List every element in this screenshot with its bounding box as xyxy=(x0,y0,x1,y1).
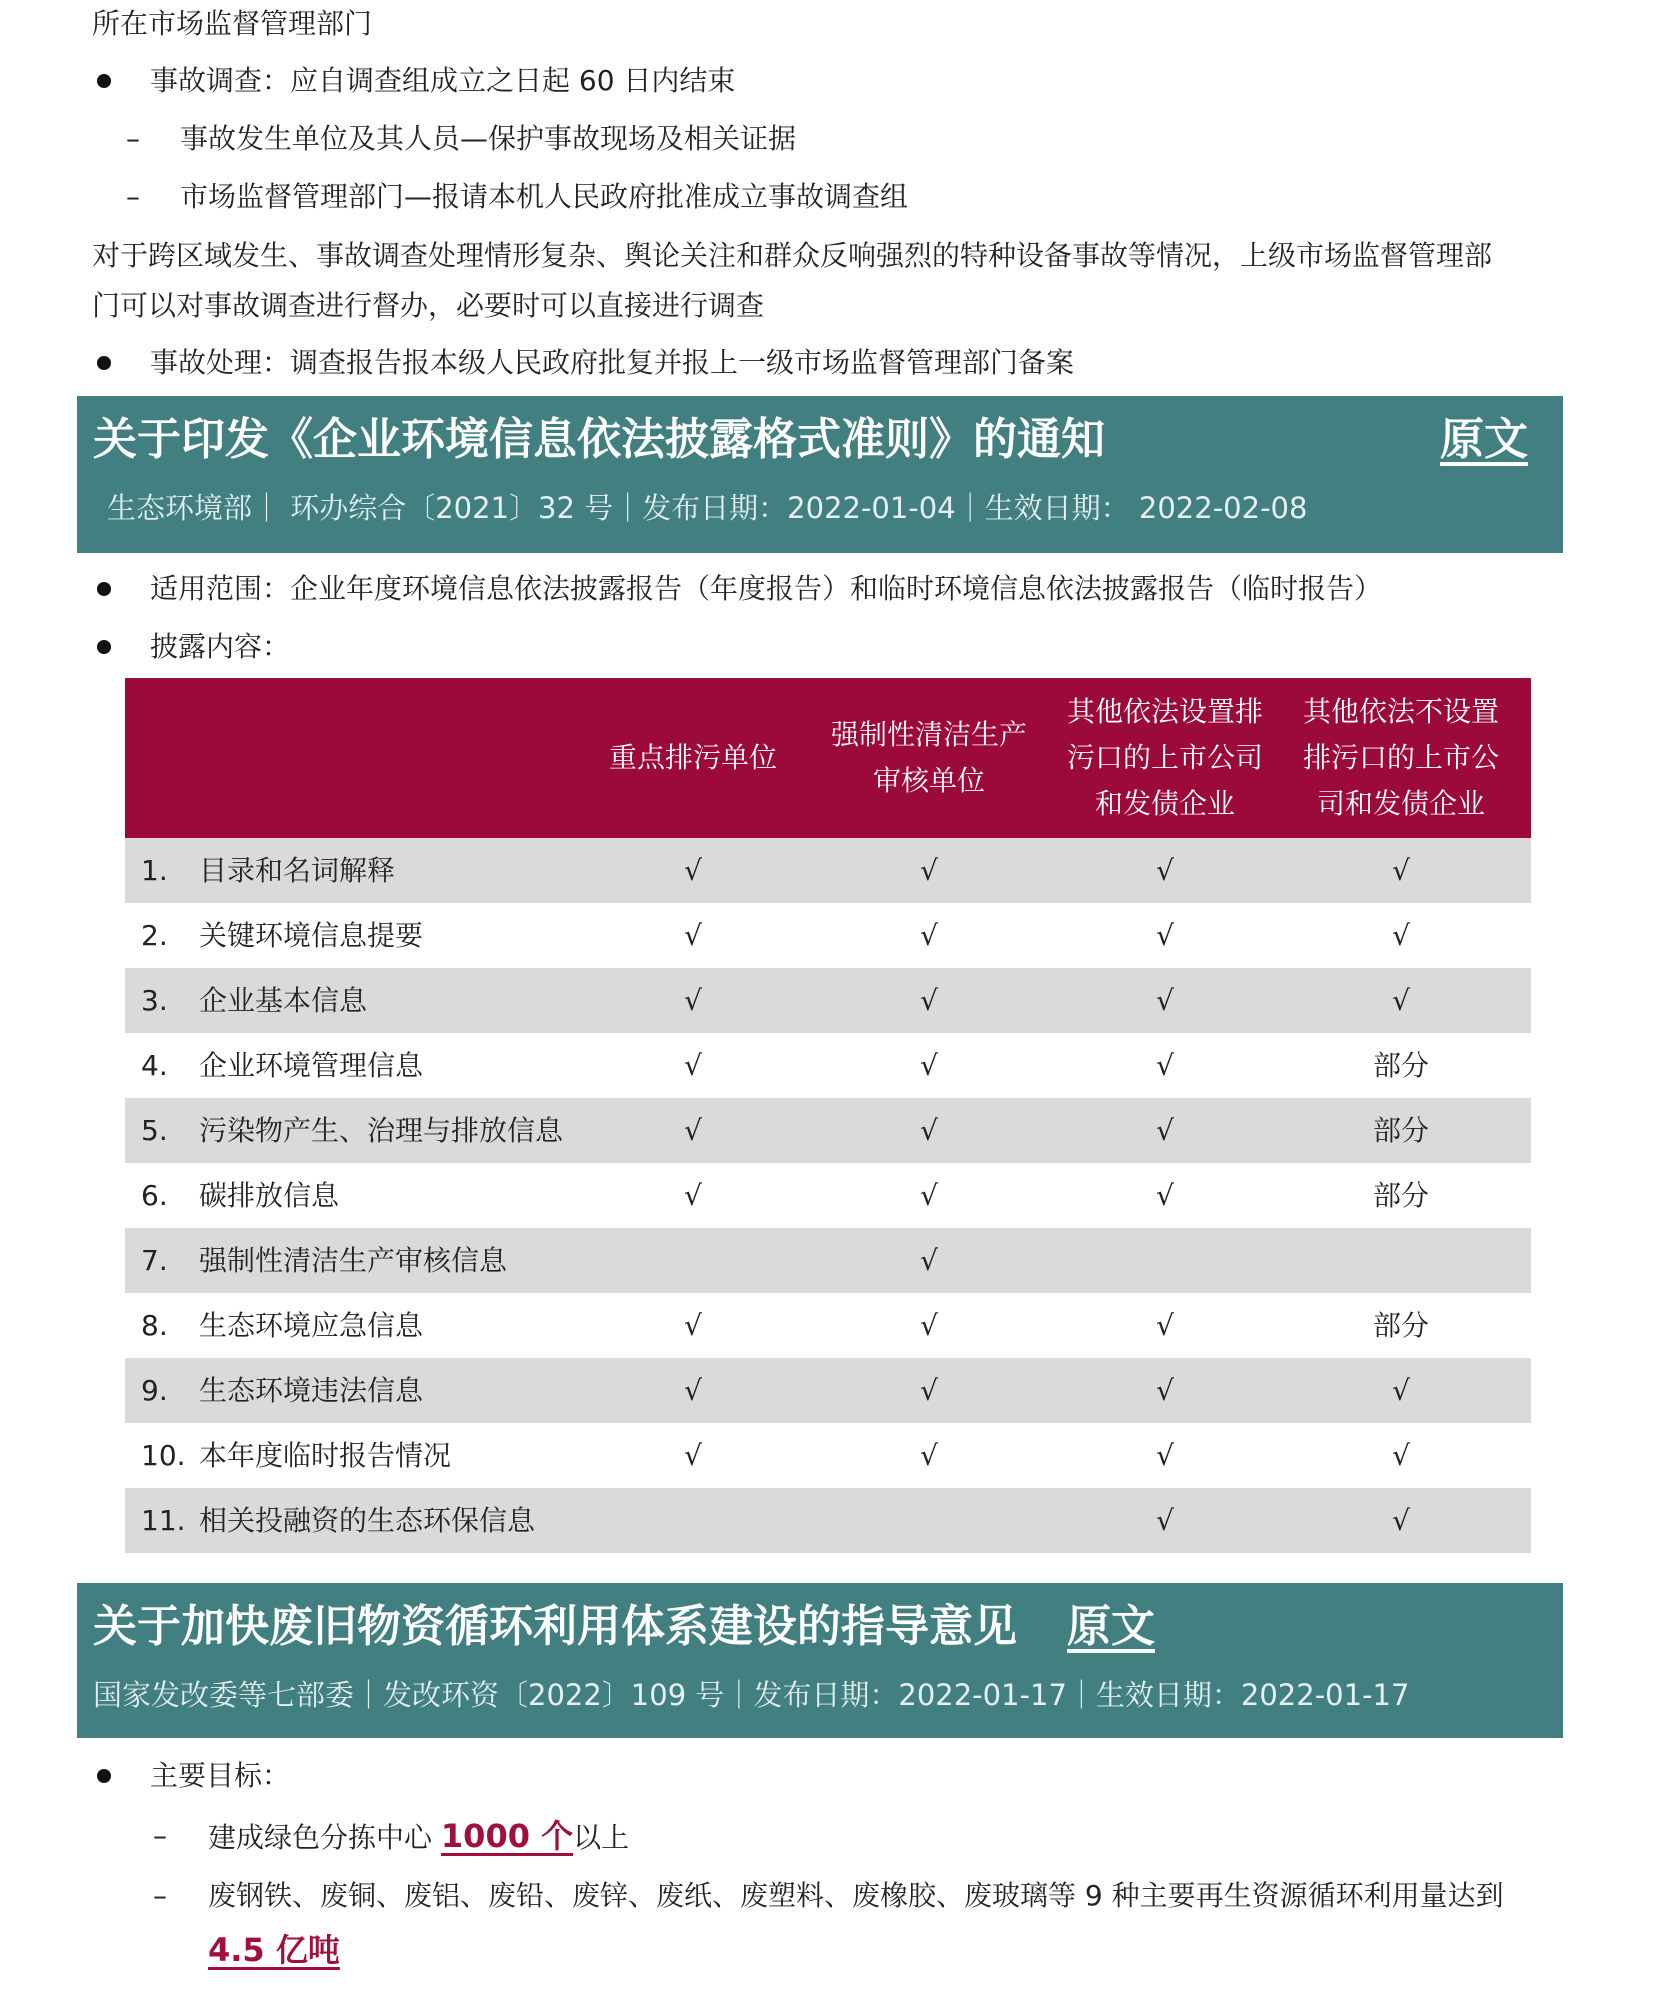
goal-item-continued xyxy=(208,1930,340,1972)
table-cell xyxy=(575,1488,811,1553)
table-cell: √ xyxy=(1392,984,1410,1017)
table-cell: √ xyxy=(920,1374,938,1407)
original-text-link[interactable]: 原文 xyxy=(1067,1601,1155,1652)
table-cell: 部分 xyxy=(1372,1309,1429,1342)
bullet-icon xyxy=(97,74,111,88)
row-number: 2. xyxy=(141,919,168,952)
dash-icon: – xyxy=(126,122,140,155)
section-banner xyxy=(77,1583,1563,1738)
table-row xyxy=(125,1423,1531,1488)
table-cell: √ xyxy=(920,1179,938,1212)
table-cell: √ xyxy=(920,984,938,1017)
table-cell: √ xyxy=(1156,1309,1174,1342)
row-label: 生态环境违法信息 xyxy=(199,1374,424,1407)
bullet-icon xyxy=(97,1769,111,1783)
column-header: 重点排污单位 xyxy=(608,741,777,774)
original-text-link[interactable]: 原文 xyxy=(1440,414,1528,465)
table-row xyxy=(125,1228,1531,1293)
table-cell: √ xyxy=(1156,1439,1174,1472)
table-cell: √ xyxy=(684,919,702,952)
goal-highlight: 4.5 亿吨 xyxy=(208,1931,340,1969)
section-meta: 生态环境部｜ 环办综合〔2021〕32 号｜发布日期：2022-01-04｜生效日期： 2022-02-08 xyxy=(107,491,1308,525)
table-cell: √ xyxy=(684,1309,702,1342)
row-label: 强制性清洁生产审核信息 xyxy=(199,1244,508,1277)
dash-icon: – xyxy=(153,1819,167,1852)
row-number: 9. xyxy=(141,1374,168,1407)
table-cell: √ xyxy=(1392,1374,1410,1407)
row-label: 相关投融资的生态环保信息 xyxy=(199,1504,536,1537)
dash-icon: – xyxy=(153,1879,167,1912)
table-cell: √ xyxy=(1156,854,1174,887)
table-row xyxy=(125,1033,1531,1098)
table-cell: √ xyxy=(684,1049,702,1082)
table-cell: √ xyxy=(1392,919,1410,952)
row-label: 关键环境信息提要 xyxy=(199,919,424,952)
table-cell: √ xyxy=(920,1244,938,1277)
row-label: 碳排放信息 xyxy=(199,1179,340,1212)
table-cell: √ xyxy=(684,1439,702,1472)
goal-item: 建成绿色分拣中心 1000 个以上 xyxy=(208,1817,630,1855)
row-label: 目录和名词解释 xyxy=(199,854,396,887)
row-number: 6. xyxy=(141,1179,168,1212)
table-cell: √ xyxy=(684,1179,702,1212)
table-cell: 部分 xyxy=(1372,1049,1429,1082)
intro-line: 所在市场监督管理部门 xyxy=(92,7,373,40)
goals-label: 主要目标： xyxy=(150,1759,291,1792)
intro-dash-item: 事故发生单位及其人员—保护事故现场及相关证据 xyxy=(180,122,797,155)
row-number: 10. xyxy=(141,1439,186,1472)
table-row xyxy=(125,1163,1531,1228)
column-header: 其他依法设置排 污口的上市公司 和发债企业 xyxy=(1066,695,1263,820)
goal-item: 废钢铁、废铜、废铝、废铅、废锌、废纸、废塑料、废橡胶、废玻璃等 9 种主要再生资源循环利用量达到 xyxy=(208,1879,1504,1912)
column-header: 其他依法不设置 排污口的上市公 司和发债企业 xyxy=(1302,695,1499,820)
row-number: 5. xyxy=(141,1114,168,1147)
bullet-icon xyxy=(97,582,111,596)
table-cell: √ xyxy=(920,1309,938,1342)
table-cell xyxy=(811,1488,1047,1553)
section-title: 关于加快废旧物资循环利用体系建设的指导意见 xyxy=(93,1601,1017,1652)
row-number: 8. xyxy=(141,1309,168,1342)
intro-bullet-handling: 事故处理：调查报告报本级人民政府批复并报上一级市场监督管理部门备案 xyxy=(150,346,1075,379)
dash-icon: – xyxy=(126,180,140,213)
row-number: 4. xyxy=(141,1049,168,1082)
table-row xyxy=(125,1488,1531,1553)
bullet-icon xyxy=(97,356,111,370)
table-cell: √ xyxy=(684,1114,702,1147)
intro-paragraph: 对于跨区域发生、事故调查处理情形复杂、舆论关注和群众反响强烈的特种设备事故等情况，上级市场监督管理部 xyxy=(92,239,1493,272)
table-header xyxy=(125,678,1531,838)
table-cell xyxy=(575,1228,811,1293)
row-number: 7. xyxy=(141,1244,168,1277)
scope-text: 适用范围：企业年度环境信息依法披露报告（年度报告）和临时环境信息依法披露报告（临时报告） xyxy=(150,572,1383,605)
table-row xyxy=(125,1358,1531,1423)
row-number: 1. xyxy=(141,854,168,887)
table-cell: √ xyxy=(1156,919,1174,952)
row-label: 本年度临时报告情况 xyxy=(199,1439,452,1472)
table-cell: √ xyxy=(920,1114,938,1147)
table-cell: √ xyxy=(920,854,938,887)
row-label: 企业基本信息 xyxy=(199,984,368,1017)
table-cell: √ xyxy=(1156,1179,1174,1212)
bullet-icon xyxy=(97,640,111,654)
row-label: 生态环境应急信息 xyxy=(199,1309,424,1342)
table-cell: √ xyxy=(920,1439,938,1472)
table-cell: √ xyxy=(1156,1049,1174,1082)
section-title: 关于印发《企业环境信息依法披露格式准则》的通知 xyxy=(93,414,1105,465)
row-number: 3. xyxy=(141,984,168,1017)
disclosure-label: 披露内容： xyxy=(150,630,291,663)
table-cell: √ xyxy=(1156,1374,1174,1407)
table-cell: √ xyxy=(1392,1439,1410,1472)
table-cell: √ xyxy=(1156,1114,1174,1147)
goal-highlight: 1000 个 xyxy=(440,1817,574,1855)
section-banner xyxy=(77,396,1563,553)
table-row xyxy=(125,838,1531,903)
table-cell: √ xyxy=(684,854,702,887)
table-cell: √ xyxy=(1156,1504,1174,1537)
intro-dash-item: 市场监督管理部门—报请本机人民政府批准成立事故调查组 xyxy=(180,180,909,213)
table-cell xyxy=(1047,1228,1283,1293)
row-label: 污染物产生、治理与排放信息 xyxy=(199,1114,564,1147)
table-row xyxy=(125,903,1531,968)
table-cell: √ xyxy=(920,919,938,952)
intro-bullet-investigation: 事故调查：应自调查组成立之日起 60 日内结束 xyxy=(150,64,736,97)
table-cell: √ xyxy=(1156,984,1174,1017)
table-cell: √ xyxy=(684,1374,702,1407)
table-cell: 部分 xyxy=(1372,1114,1429,1147)
table-row xyxy=(125,1098,1531,1163)
table-cell: 部分 xyxy=(1372,1179,1429,1212)
row-number: 11. xyxy=(141,1504,186,1537)
row-label: 企业环境管理信息 xyxy=(199,1049,424,1082)
intro-paragraph: 门可以对事故调查进行督办，必要时可以直接进行调查 xyxy=(92,289,765,322)
table-row xyxy=(125,968,1531,1033)
table-row xyxy=(125,1293,1531,1358)
table-cell: √ xyxy=(1392,854,1410,887)
table-cell xyxy=(1283,1228,1519,1293)
table-cell: √ xyxy=(1392,1504,1410,1537)
column-header: 强制性清洁生产 审核单位 xyxy=(830,718,1027,797)
table-cell: √ xyxy=(920,1049,938,1082)
section-meta: 国家发改委等七部委｜发改环资〔2022〕109 号｜发布日期：2022-01-17｜生效日期：2022-01-17 xyxy=(93,1678,1410,1712)
table-cell: √ xyxy=(684,984,702,1017)
